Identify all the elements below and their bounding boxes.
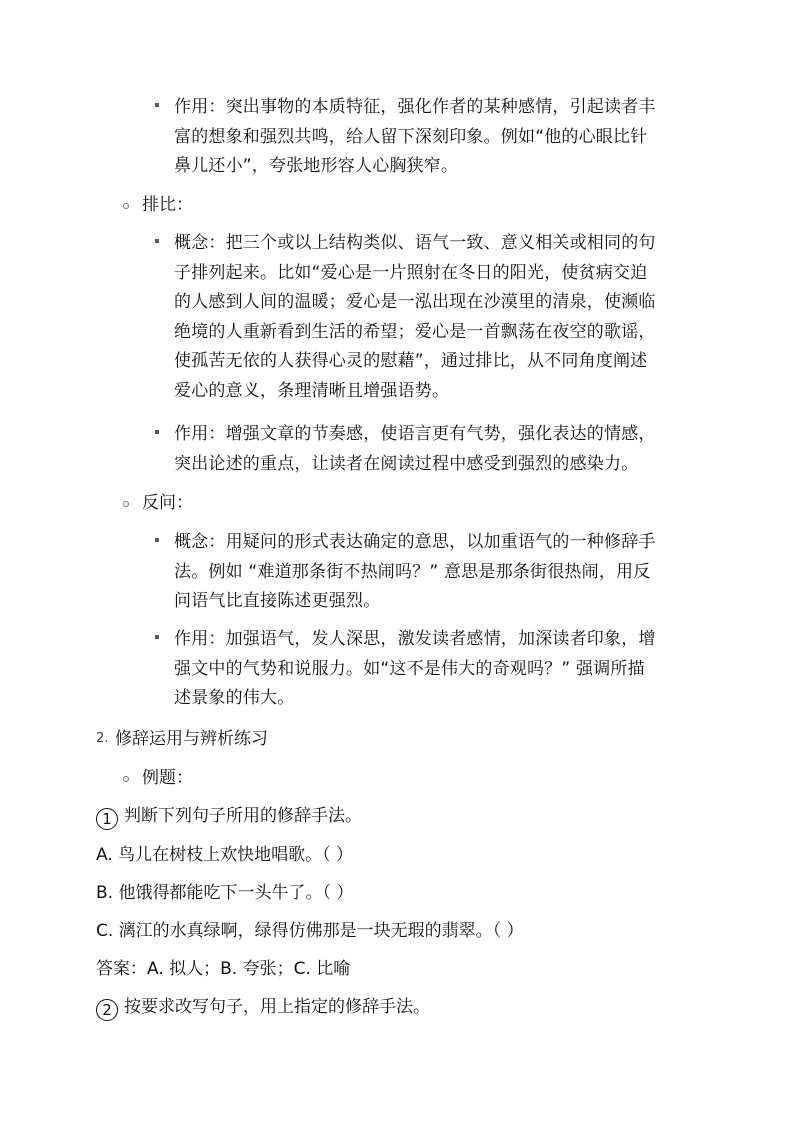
list-item-text: 概念：用疑问的形式表达确定的意思，以加重语气的一种修辞手 法。例如 “难道那条街不热闹吗？” 意思是那条街很热闹，用反 问语气比直接陈述更强烈。 xyxy=(174,532,656,611)
square-bullet-icon xyxy=(155,103,159,107)
question-1 xyxy=(96,804,736,830)
example-label: 例题： xyxy=(142,768,193,788)
square-bullet-icon xyxy=(155,430,159,434)
section-number: 2. xyxy=(96,731,109,746)
list-item-text: 作用：突出事物的本质特征，强化作者的某种感情，引起读者丰 富的想象和强烈共鸣，给人留下深刻印象。例如“他的心眼比针 鼻儿还小”，夸张地形容人心胸狭窄。 xyxy=(174,97,656,176)
list-item-example xyxy=(123,767,623,797)
question-2 xyxy=(96,995,736,1021)
hollow-circle-bullet-icon xyxy=(123,501,129,507)
parallelism-label: 排比： xyxy=(142,195,193,215)
option-a: A. 鸟儿在树枝上欢快地唱歌。（ ） xyxy=(96,845,354,865)
rhetorical-question-label: 反问： xyxy=(142,493,193,513)
question-text: 按要求改写句子，用上指定的修辞手法。 xyxy=(124,997,430,1017)
section-title: 修辞运用与辨析练习 xyxy=(115,729,268,749)
square-bullet-icon xyxy=(155,239,159,243)
list-item-rhetorical-question xyxy=(123,492,623,522)
circled-number-marker: 1 xyxy=(96,808,118,830)
square-bullet-icon xyxy=(155,635,159,639)
section-heading xyxy=(96,726,496,752)
list-item-parallelism xyxy=(123,194,623,224)
circled-number-marker: 2 xyxy=(96,999,118,1021)
list-item-text: 概念：把三个或以上结构类似、语气一致、意义相关或相同的句 子排列起来。比如“爱心是一片照射在冬日的阳光，使贫病交迫 的人感到人间的温暖；爱心是一泓出现在沙漠里的清泉，使濒临 绝境的人重新看到生活的希望；爱心是一首飘荡在夜空的歌谣， 使孤苦无依的人获得心灵的慰藉”，通过排比，从不同角度阐述 爱心的意义，条理清晰且增强语势。 xyxy=(174,233,656,401)
list-item-text: 作用：增强文章的节奏感，使语言更有气势，强化表达的情感， 突出论述的重点，让读者在阅读过程中感受到强烈的感染力。 xyxy=(174,424,656,474)
hollow-circle-bullet-icon xyxy=(123,776,129,782)
list-item-text: 作用：加强语气，发人深思，激发读者感情，加深读者印象，增 强文中的气势和说服力。如“这不是伟大的奇观吗？” 强调所描 述景象的伟大。 xyxy=(174,629,656,708)
hollow-circle-bullet-icon xyxy=(123,203,129,209)
question-text: 判断下列句子所用的修辞手法。 xyxy=(124,806,362,826)
option-b: B. 他饿得都能吃下一头牛了。（ ） xyxy=(96,883,354,903)
answer-line: 答案：A. 拟人；B. 夸张；C. 比喻 xyxy=(96,959,351,979)
square-bullet-icon xyxy=(155,538,159,542)
option-c: C. 漓江的水真绿啊，绿得仿佛那是一块无瑕的翡翠。（ ） xyxy=(96,921,524,941)
